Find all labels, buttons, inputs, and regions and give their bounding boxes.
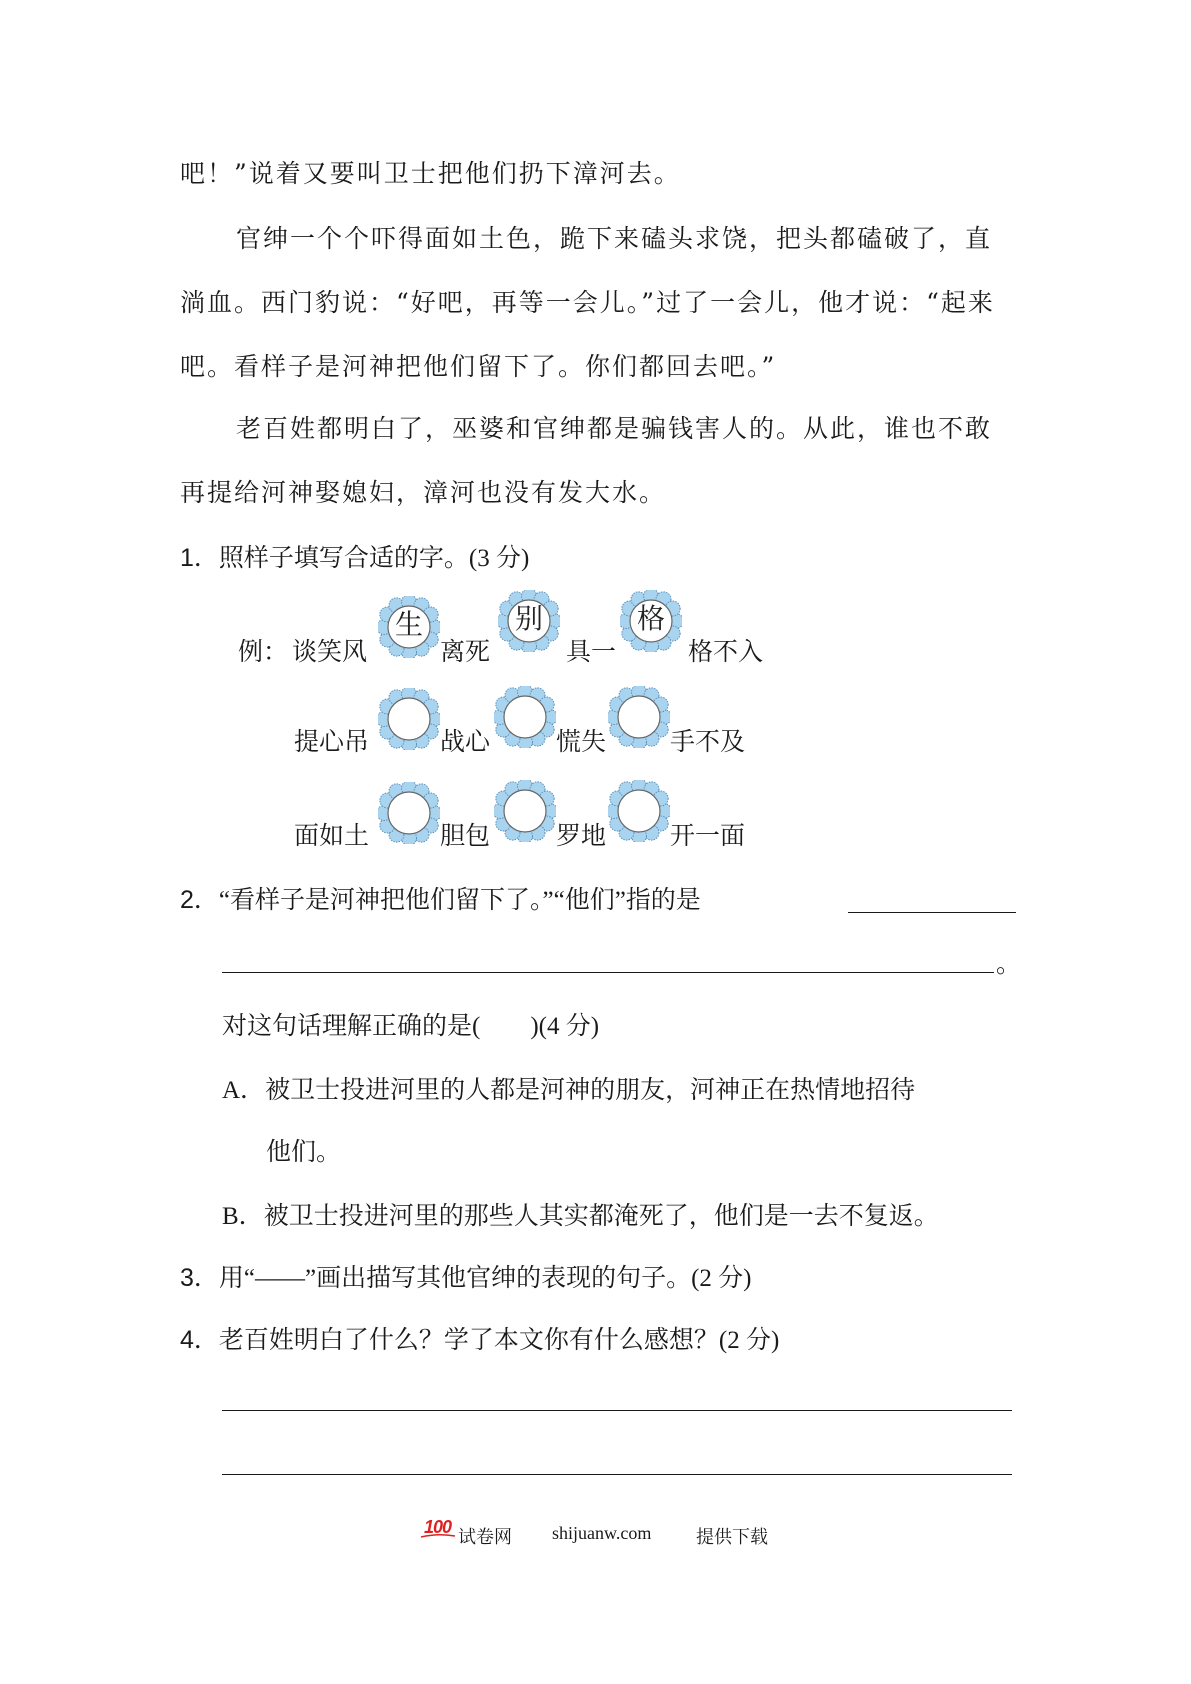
question-2-number: 2． — [180, 886, 219, 914]
question-1 — [180, 538, 529, 574]
question-2-text: “看样子是河神把他们留下了。”“他们”指的是 — [218, 887, 701, 914]
flower-center — [388, 698, 430, 740]
flower-blank[interactable] — [494, 780, 556, 842]
idiom-fragment: 开一面 — [670, 823, 746, 850]
idiom-fragment: 慌失 — [556, 729, 607, 756]
question-4 — [180, 1320, 779, 1356]
question-1-text: 照样子填写合适的字。(3 分) — [218, 545, 530, 572]
option-b-text: 被卫士投进河里的那些人其实都淹死了，他们是一去不复返。 — [263, 1203, 939, 1230]
flower-blank[interactable] — [378, 782, 440, 844]
idiom-fragment: 战心 — [440, 729, 491, 756]
question-3-number: 3． — [180, 1264, 219, 1292]
filled-char: 格 — [636, 602, 665, 635]
answer-line[interactable] — [848, 912, 1016, 913]
filled-char: 生 — [394, 608, 423, 641]
question-3-text: 用“——”画出描写其他官绅的表现的句子。(2 分) — [218, 1265, 752, 1292]
question-1-number: 1． — [180, 544, 219, 572]
flower-blank[interactable] — [608, 780, 670, 842]
idiom-fragment: 具一 — [566, 639, 617, 666]
idiom-row-3 — [0, 782, 1191, 872]
idiom-fragment: 格不入 — [688, 639, 764, 666]
flower-center — [388, 792, 430, 834]
flower-blank-filled — [498, 590, 560, 652]
idiom-fragment: 离死 — [440, 639, 491, 666]
idiom-fragment: 罗地 — [556, 823, 607, 850]
site-url[interactable]: shijuanw.com — [552, 1523, 652, 1543]
idiom-fragment: 手不及 — [670, 729, 746, 756]
answer-line[interactable] — [222, 1410, 1012, 1411]
footer-note: 提供下载 — [696, 1527, 768, 1547]
flower-blank-filled — [378, 596, 440, 658]
idiom-row-2 — [0, 690, 1191, 780]
filled-char: 别 — [514, 602, 543, 635]
idiom-fragment: 胆包 — [440, 823, 491, 850]
example-label: 例： — [238, 639, 289, 666]
question-2 — [180, 880, 701, 916]
flower-center — [618, 790, 660, 832]
option-b[interactable] — [222, 1196, 939, 1232]
flower-blank[interactable] — [494, 686, 556, 748]
option-b-label: B． — [222, 1203, 264, 1230]
option-a[interactable] — [222, 1070, 915, 1106]
answer-line[interactable] — [222, 972, 994, 973]
option-a-label: A． — [222, 1077, 266, 1104]
question-4-number: 4． — [180, 1326, 219, 1354]
option-a-continued: 他们。 — [266, 1139, 342, 1166]
period-mark: 。 — [996, 951, 1022, 978]
logo-swoosh-icon — [420, 1533, 456, 1539]
idiom-row-example — [0, 590, 1191, 680]
site-name: 试卷网 — [458, 1527, 512, 1547]
flower-center — [504, 790, 546, 832]
flower-blank[interactable] — [378, 688, 440, 750]
site-logo: 100 — [424, 1517, 452, 1537]
idiom-fragment: 面如土 — [294, 823, 370, 850]
passage-paragraph-1: 吧！”说着又要叫卫士把他们扔下漳河去。 — [180, 159, 681, 188]
answer-line[interactable] — [222, 1474, 1012, 1475]
question-4-text: 老百姓明白了什么？学了本文你有什么感想？(2 分) — [218, 1327, 780, 1354]
option-a-text: 被卫士投进河里的人都是河神的朋友，河神正在热情地招待 — [265, 1077, 916, 1104]
passage-paragraph-2: 官绅一个个吓得面如土色，跪下来磕头求饶，把头都磕破了，直淌血。西门豹说：“好吧，再等一会儿。”过了一会儿，他才说：“起来吧。看样子是河神把他们留下了。你们都回去吧。” — [180, 224, 995, 381]
idiom-fragment: 提心吊 — [294, 729, 370, 756]
flower-blank[interactable] — [608, 686, 670, 748]
passage-paragraph-3: 老百姓都明白了，巫婆和官绅都是骗钱害人的。从此，谁也不敢再提给河神娶媳妇，漳河也没有发大水。 — [180, 414, 993, 507]
question-3 — [180, 1258, 752, 1294]
idiom-fragment: 谈笑风 — [292, 639, 368, 666]
question-2-sub: 对这句话理解正确的是( )(4 分) — [222, 1013, 600, 1040]
flower-center — [618, 696, 660, 738]
flower-blank-filled — [620, 590, 682, 652]
flower-center — [504, 696, 546, 738]
